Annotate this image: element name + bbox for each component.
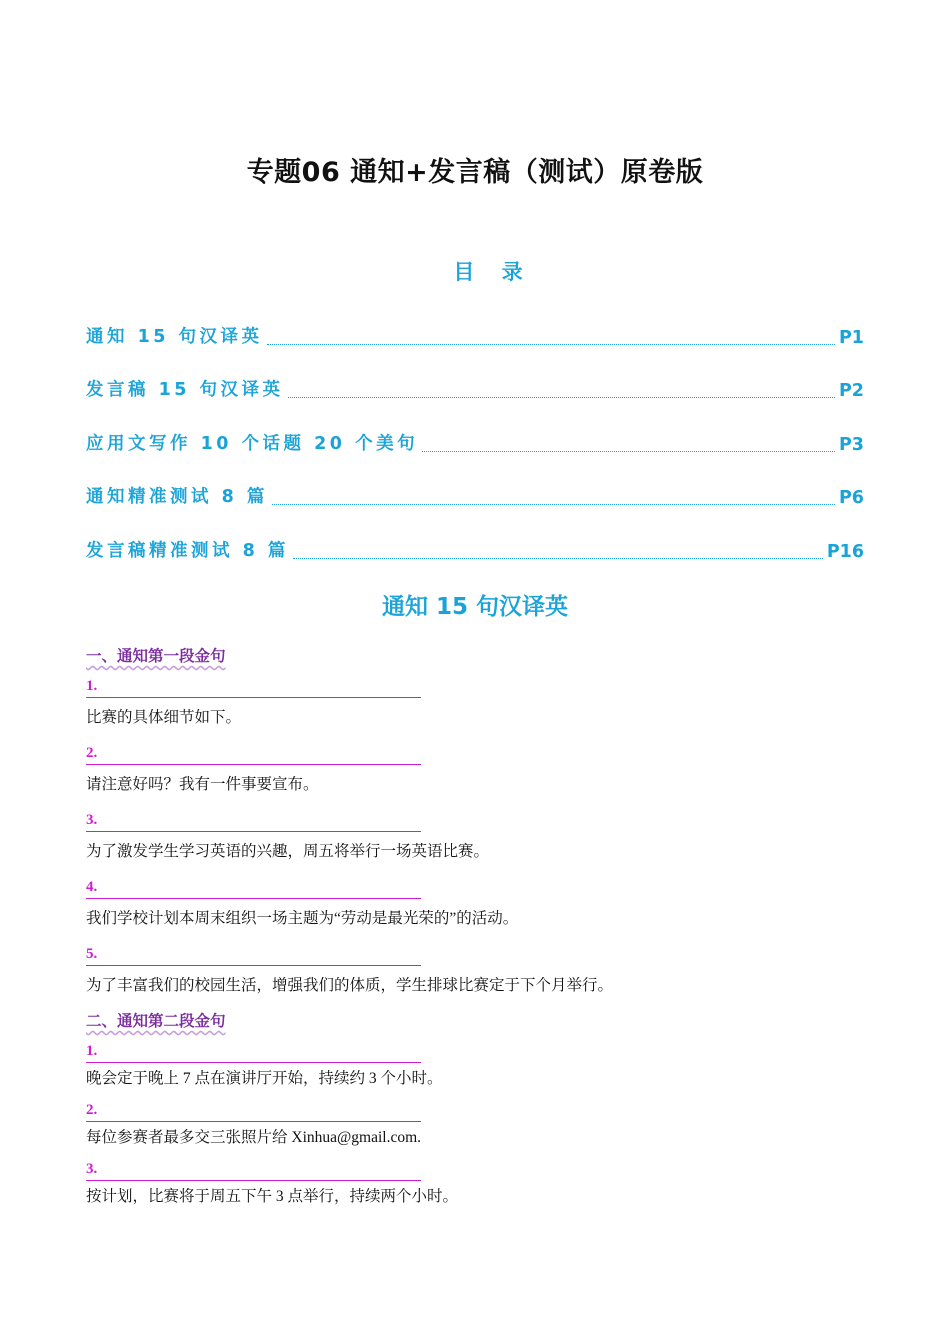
exercise-group [86, 1010, 866, 1208]
toc-entry-page: P3 [838, 434, 864, 455]
toc-leader-dots [293, 557, 823, 559]
chinese-sentence: 我们学校计划本周末组织一场主题为“劳动是最光荣的”的活动。 [86, 910, 519, 927]
item-number: 2. [86, 745, 98, 761]
toc-entry[interactable] [86, 318, 864, 372]
toc-entry[interactable] [86, 479, 864, 533]
toc-entry-label: 发言稿 15 句汉译英 [86, 380, 284, 400]
item-number: 3. [86, 1161, 98, 1177]
toc-entry-label: 应用文写作 10 个话题 20 个美句 [86, 433, 419, 454]
answer-blank[interactable] [86, 1158, 421, 1181]
answer-blank[interactable] [86, 876, 421, 899]
answer-blank[interactable] [86, 943, 421, 966]
answer-blank[interactable] [86, 742, 421, 765]
table-of-contents [86, 318, 864, 586]
exercise-group [86, 645, 866, 997]
toc-heading: 目 录 [453, 260, 533, 284]
toc-entry-page: P2 [838, 381, 864, 401]
chinese-sentence: 为了丰富我们的校园生活，增强我们的体质，学生排球比赛定于下个月举行。 [86, 977, 614, 994]
group-heading: 二、通知第二段金句 [86, 1012, 226, 1030]
toc-entry-page: P1 [838, 327, 864, 348]
toc-leader-dots [422, 450, 835, 452]
chinese-sentence: 比赛的具体细节如下。 [86, 709, 242, 726]
toc-entry-label: 发言稿精准测试 8 篇 [86, 540, 289, 561]
section-title: 通知 15 句汉译英 [381, 594, 569, 620]
answer-blank[interactable] [86, 1099, 421, 1122]
answer-blank[interactable] [86, 675, 421, 698]
toc-entry[interactable] [86, 372, 864, 426]
item-number: 2. [86, 1102, 98, 1118]
item-number: 1. [86, 1043, 98, 1059]
item-number: 1. [86, 678, 98, 694]
toc-leader-dots [267, 343, 835, 345]
exercise-content [86, 645, 866, 1217]
toc-entry-label: 通知 15 句汉译英 [86, 326, 263, 347]
chinese-sentence: 请注意好吗？我有一件事要宣布。 [86, 776, 319, 793]
toc-leader-dots [288, 396, 835, 398]
group-heading: 一、通知第一段金句 [86, 647, 226, 665]
item-number: 3. [86, 812, 98, 828]
toc-entry[interactable] [86, 532, 864, 586]
chinese-sentence: 为了激发学生学习英语的兴趣，周五将举行一场英语比赛。 [86, 843, 490, 860]
chinese-sentence: 晚会定于晚上 7 点在演讲厅开始，持续约 3 个小时。 [86, 1070, 443, 1087]
chinese-sentence: 按计划，比赛将于周五下午 3 点举行，持续两个小时。 [86, 1188, 459, 1205]
chinese-sentence: 每位参赛者最多交三张照片给 Xinhua@gmail.com. [86, 1129, 422, 1146]
item-number: 5. [86, 946, 98, 962]
item-number: 4. [86, 879, 98, 895]
answer-blank[interactable] [86, 1040, 421, 1063]
toc-leader-dots [272, 503, 835, 505]
document-title: 专题06 通知+发言稿（测试）原卷版 [246, 157, 704, 188]
toc-entry-page: P16 [826, 541, 864, 562]
toc-entry-page: P6 [838, 488, 864, 508]
answer-blank[interactable] [86, 809, 421, 832]
toc-entry[interactable] [86, 425, 864, 479]
toc-entry-label: 通知精准测试 8 篇 [86, 487, 268, 507]
